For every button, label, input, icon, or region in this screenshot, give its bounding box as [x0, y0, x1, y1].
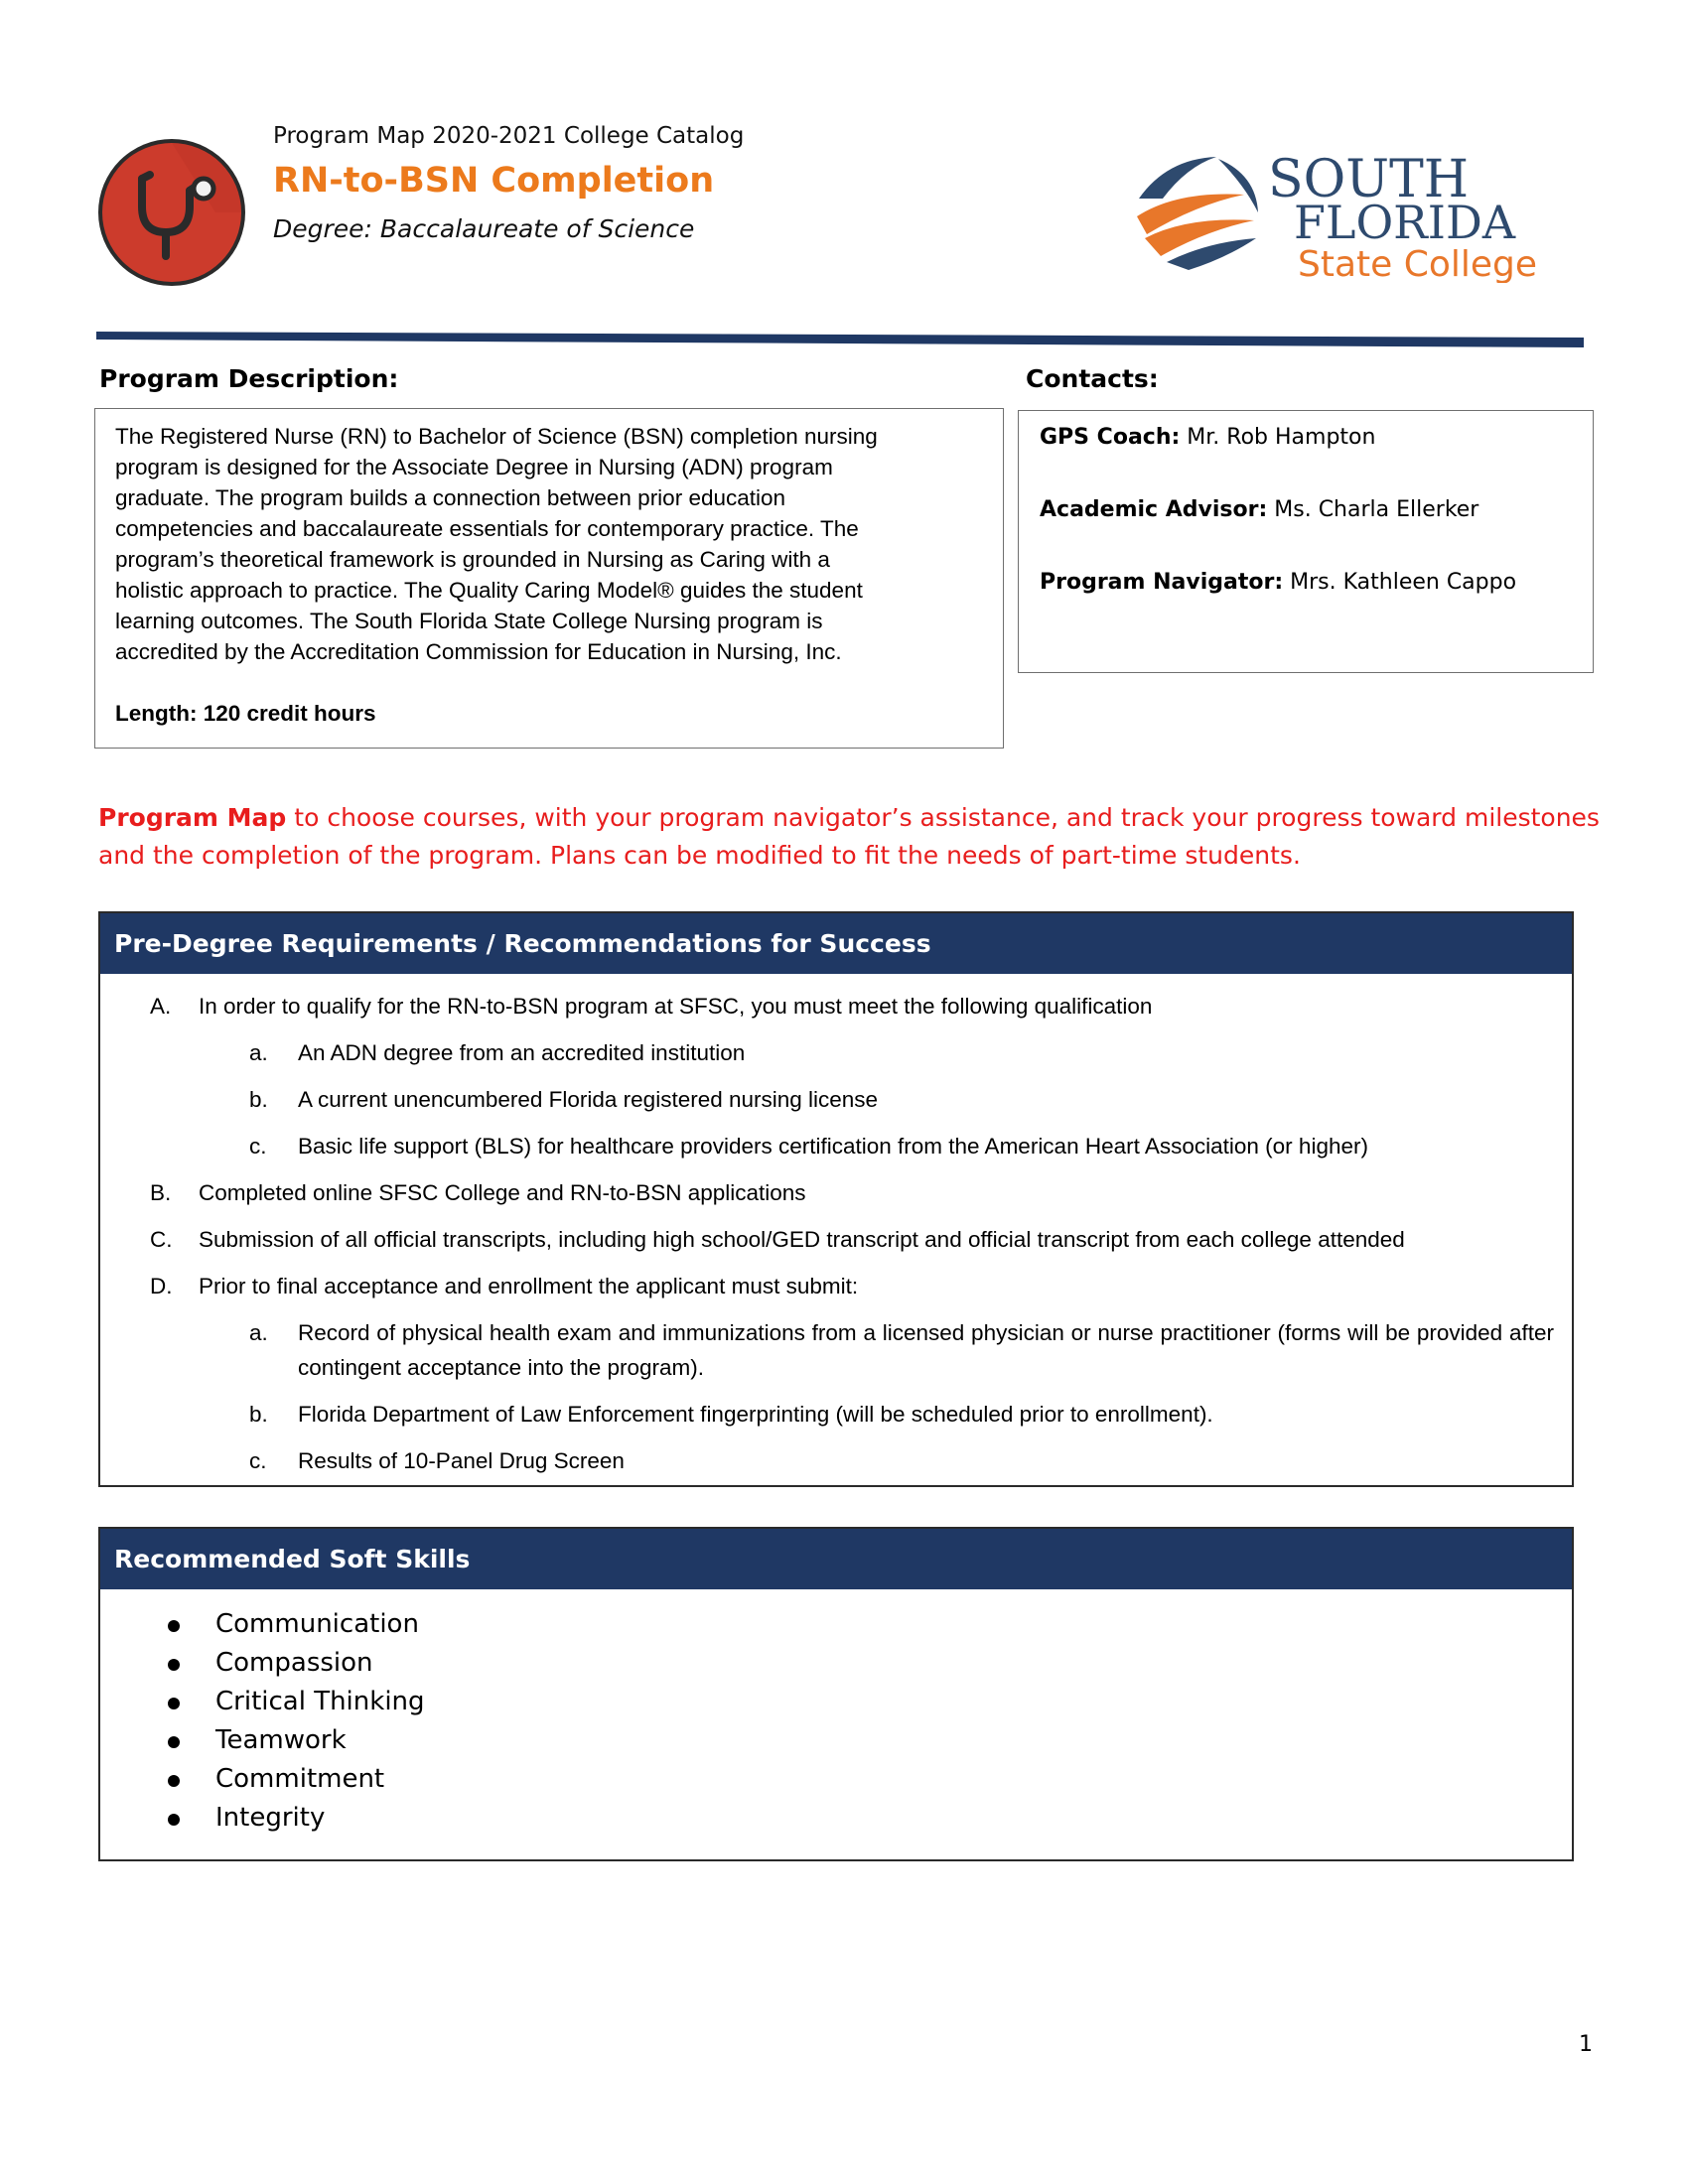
item-marker: a. [249, 1320, 268, 1345]
item-marker: b. [249, 1402, 268, 1427]
soft-skill-label: Commitment [215, 1764, 385, 1794]
soft-skill-label: Compassion [215, 1648, 373, 1678]
item-text: Basic life support (BLS) for healthcare providers certification from the American Heart Association (or higher) [298, 1134, 1368, 1159]
program-description-label: Program Description: [99, 364, 399, 393]
contact-name: Mr. Rob Hampton [1187, 425, 1376, 450]
bullet-icon [168, 1698, 180, 1709]
item-text: Record of physical health exam and immunizations from a licensed physician or nurse practitioner (forms will be provided after contingent acceptance into the program). [298, 1320, 1554, 1380]
degree-line: Degree: Baccalaureate of Science [273, 214, 695, 243]
item-text: Submission of all official transcripts, including high school/GED transcript and official transcript from each college attended [199, 1227, 1405, 1252]
item-marker: A. [150, 994, 172, 1019]
soft-skill-label: Teamwork [215, 1725, 347, 1755]
description-line: accredited by the Accreditation Commission for Education in Nursing, Inc. [115, 639, 842, 664]
description-line: competencies and baccalaureate essentials for contemporary practice. The [115, 516, 859, 541]
program-map-line1: to choose courses, with your program navigator’s assistance, and track your progress toward milestones [286, 803, 1600, 832]
header-rule [96, 328, 1584, 351]
program-map-note [98, 799, 1608, 875]
logo-south: SOUTH [1268, 150, 1470, 209]
program-description-text [115, 421, 983, 667]
description-line: The Registered Nurse (RN) to Bachelor of Science (BSN) completion nursing [115, 424, 878, 449]
description-line: program is designed for the Associate Degree in Nursing (ADN) program [115, 455, 833, 479]
item-text: In order to qualify for the RN-to-BSN program at SFSC, you must meet the following qualification [199, 994, 1153, 1019]
item-marker: c. [249, 1134, 267, 1159]
soft-skills-panel [98, 1527, 1574, 1861]
contact-name: Mrs. Kathleen Cappo [1290, 570, 1517, 595]
contact-role: Program Navigator: [1040, 570, 1284, 595]
pre-degree-requirements-panel [98, 911, 1574, 1487]
item-text: A current unencumbered Florida registered nursing license [298, 1087, 879, 1112]
program-description-box [94, 408, 1004, 749]
contact-gps-coach [1040, 425, 1573, 497]
soft-skill-label: Critical Thinking [215, 1687, 425, 1716]
description-line: graduate. The program builds a connection between prior education [115, 485, 786, 510]
description-line: holistic approach to practice. The Quality Caring Model® guides the student [115, 578, 863, 603]
college-logo [1127, 139, 1554, 283]
description-line: learning outcomes. The South Florida State College Nursing program is [115, 609, 823, 633]
item-text: Florida Department of Law Enforcement fingerprinting (will be scheduled prior to enrollment). [298, 1402, 1213, 1427]
item-marker: c. [249, 1448, 267, 1473]
bullet-icon [168, 1775, 180, 1787]
program-map-lead: Program Map [98, 803, 287, 832]
contact-program-navigator [1040, 570, 1573, 642]
logo-florida: FLORIDA [1294, 196, 1516, 249]
bullet-icon [168, 1659, 180, 1671]
item-marker: b. [249, 1087, 268, 1112]
catalog-line: Program Map 2020-2021 College Catalog [273, 123, 745, 149]
contact-name: Ms. Charla Ellerker [1274, 497, 1479, 522]
item-marker: a. [249, 1040, 268, 1065]
program-map-line2: and the completion of the program. Plans can be modified to fit the needs of part-time students. [98, 841, 1301, 870]
contacts-box [1018, 410, 1594, 673]
bullet-icon [168, 1814, 180, 1826]
program-length: Length: 120 credit hours [115, 701, 376, 726]
panel-title: Pre-Degree Requirements / Recommendations for Success [100, 913, 1572, 974]
item-marker: C. [150, 1227, 173, 1252]
page-number: 1 [1579, 2032, 1593, 2057]
wave-emblem-icon [1135, 149, 1258, 272]
item-marker: D. [150, 1274, 173, 1298]
item-text: An ADN degree from an accredited institution [298, 1040, 746, 1065]
bullet-icon [168, 1620, 180, 1632]
program-title: RN-to-BSN Completion [273, 161, 715, 201]
soft-skill-label: Communication [215, 1609, 419, 1639]
description-line: program’s theoretical framework is grounded in Nursing as Caring with a [115, 547, 830, 572]
item-text: Completed online SFSC College and RN-to-BSN applications [199, 1180, 806, 1205]
panel-title: Recommended Soft Skills [100, 1529, 1572, 1589]
soft-skill-label: Integrity [215, 1803, 326, 1833]
contact-academic-advisor [1040, 497, 1573, 570]
item-marker: B. [150, 1180, 172, 1205]
item-text: Prior to final acceptance and enrollment the applicant must submit: [199, 1274, 859, 1298]
contact-role: GPS Coach: [1040, 425, 1181, 450]
contact-role: Academic Advisor: [1040, 497, 1268, 522]
contacts-label: Contacts: [1026, 364, 1159, 393]
stethoscope-badge [96, 137, 247, 288]
item-text: Results of 10-Panel Drug Screen [298, 1448, 625, 1473]
logo-state-college: State College [1298, 244, 1538, 283]
bullet-icon [168, 1736, 180, 1748]
